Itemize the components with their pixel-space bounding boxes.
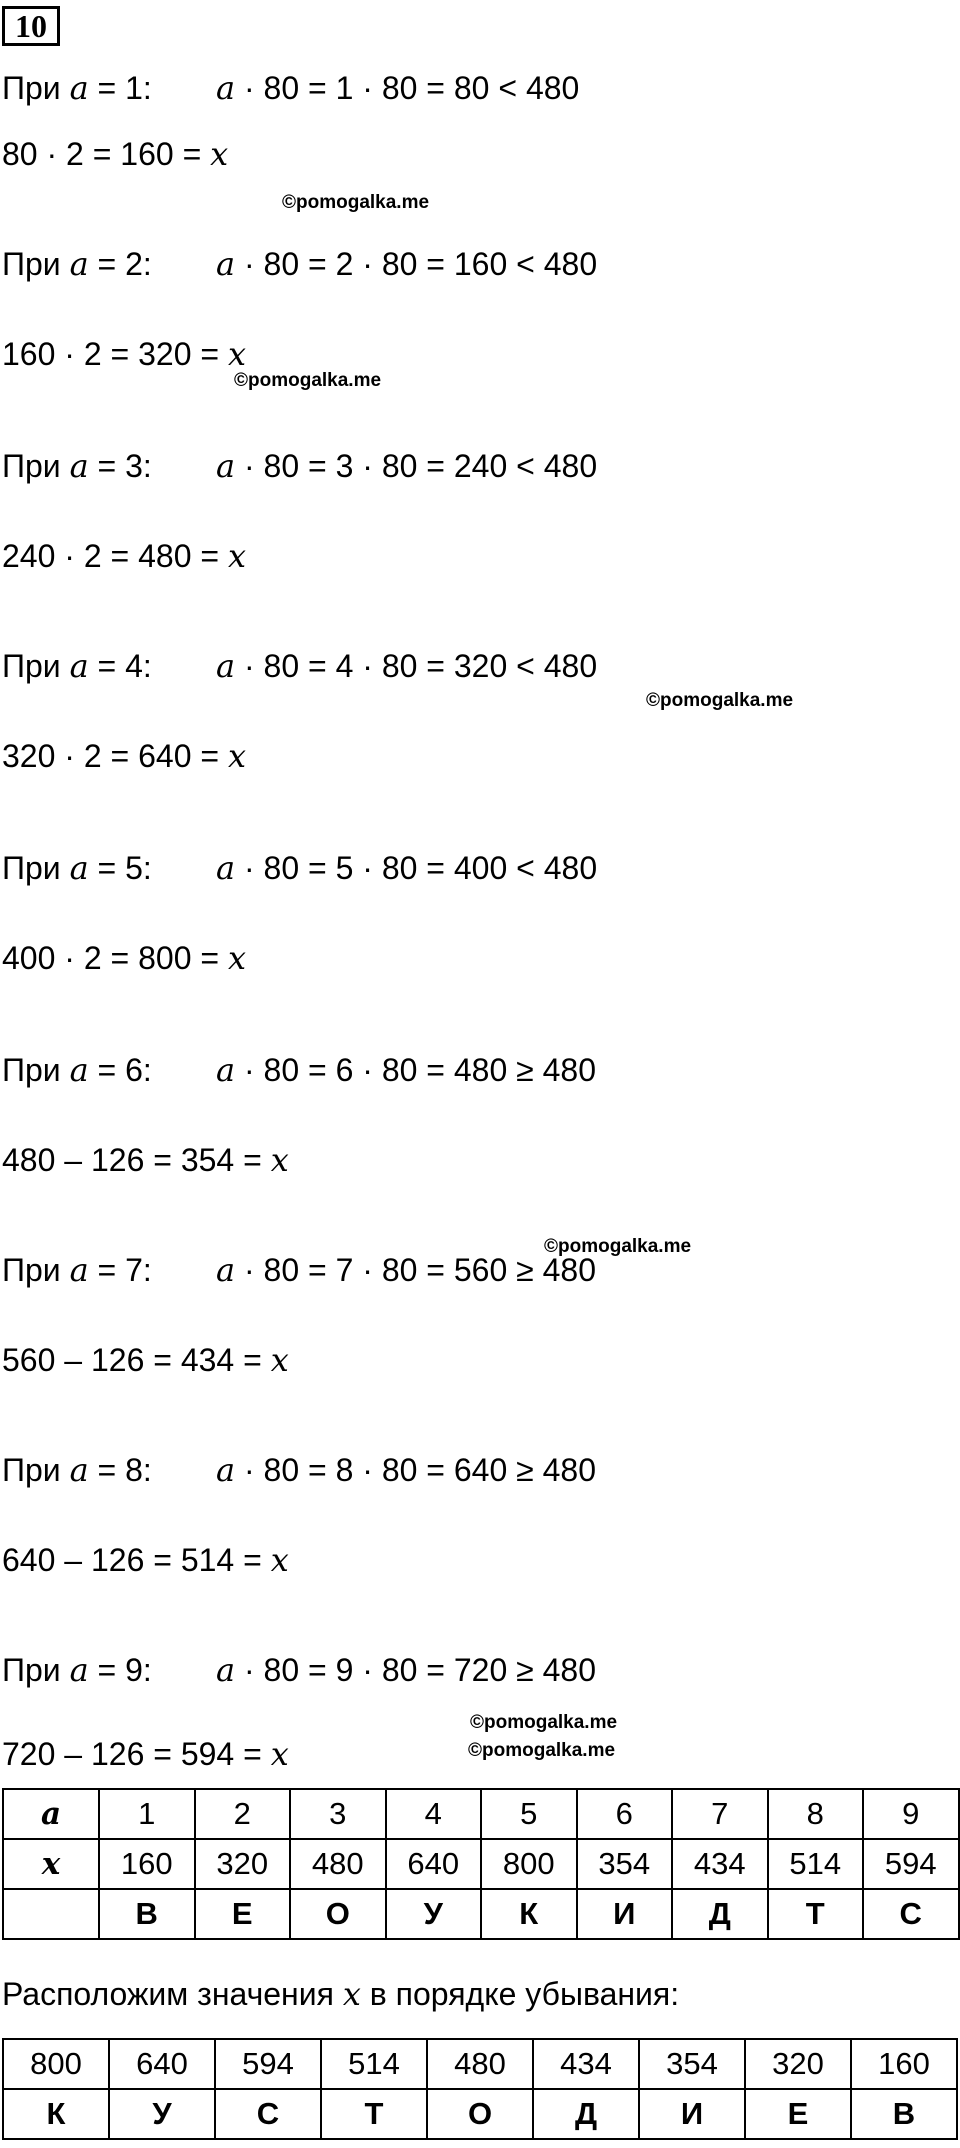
sentence-text-before: Расположим значения [2,1976,343,2012]
calculation-text: 160 · 2 = 320 = [2,336,228,372]
case-label: При [2,448,70,484]
table-row-values [3,2039,957,2089]
table-cell-letter: И [639,2089,745,2139]
calculation-text: 320 · 2 = 640 = [2,738,228,774]
table-cell-letter: В [851,2089,957,2139]
table-row-letters [3,2089,957,2139]
table-cell-letter: К [3,2089,109,2139]
table-cell-letter: К [481,1889,577,1939]
table-cell-x: 514 [768,1839,864,1889]
table-cell-value: 514 [321,2039,427,2089]
table-header-x: 𝒙 [3,1839,99,1889]
table-cell-letter: Е [745,2089,851,2139]
expression-text: · 80 = 3 · 80 = 240 < 480 [235,448,598,484]
calculation-variable: 𝑥 [270,1341,289,1379]
watermark: ©pomogalka.me [470,1712,618,1733]
watermark: ©pomogalka.me [468,1740,616,1761]
table-cell-value: 160 [851,2039,957,2089]
case-variable: 𝑎 [69,647,89,685]
expression-text: · 80 = 7 · 80 = 560 ≥ 480 [235,1252,596,1288]
calculation-variable: 𝑥 [227,737,246,775]
table-cell-a: 7 [672,1789,768,1839]
table-cell-letter: Д [533,2089,639,2139]
table-empty-cell [3,1889,99,1939]
case-expression [216,244,597,284]
case-variable: 𝑎 [69,447,89,485]
case-condition-line [2,1650,152,1690]
case-value: = 5: [88,850,152,886]
table-cell-value: 640 [109,2039,215,2089]
sentence-variable: 𝑥 [342,1975,361,2013]
calculation-text: 560 – 126 = 434 = [2,1342,271,1378]
case-condition-line [2,646,152,686]
watermark: ©pomogalka.me [282,192,430,213]
table-cell-letter: С [863,1889,959,1939]
case-calculation [2,334,246,374]
case-expression [216,1250,596,1290]
table-row-letters [3,1889,959,1939]
table-cell-x: 320 [195,1839,291,1889]
case-variable: 𝑎 [69,1651,89,1689]
calculation-text: 80 · 2 = 160 = [2,136,211,172]
case-value: = 2: [88,246,152,282]
table-cell-x: 480 [290,1839,386,1889]
table-cell-letter: Т [321,2089,427,2139]
watermark: ©pomogalka.me [544,1236,692,1257]
sentence-text-after: в порядке убывания: [360,1976,680,2012]
table-cell-letter: У [109,2089,215,2139]
calculation-variable: 𝑥 [270,1735,289,1773]
table-cell-value: 354 [639,2039,745,2089]
watermark: ©pomogalka.me [646,690,794,711]
table-cell-a: 6 [577,1789,673,1839]
case-value: = 4: [88,648,152,684]
case-expression [216,646,597,686]
table-cell-x: 640 [386,1839,482,1889]
case-condition-line [2,1450,152,1490]
case-calculation [2,1734,289,1774]
table-cell-a: 1 [99,1789,195,1839]
expression-text: · 80 = 2 · 80 = 160 < 480 [235,246,598,282]
table-cell-letter: О [427,2089,533,2139]
expression-variable: 𝑎 [216,447,236,485]
expression-text: · 80 = 1 · 80 = 80 < 480 [235,70,580,106]
case-variable: 𝑎 [69,1051,89,1089]
table-row-x [3,1839,959,1889]
table-cell-value: 800 [3,2039,109,2089]
table-cell-value: 594 [215,2039,321,2089]
case-condition-line [2,1250,152,1290]
case-label: При [2,1452,70,1488]
case-calculation [2,1140,289,1180]
case-label: При [2,1652,70,1688]
table-cell-a: 3 [290,1789,386,1839]
table-cell-letter: Е [195,1889,291,1939]
table-cell-letter: Д [672,1889,768,1939]
ordering-sentence [2,1974,679,2014]
case-condition-line [2,446,152,486]
case-calculation [2,736,246,776]
table-cell-a: 9 [863,1789,959,1839]
case-calculation [2,1540,289,1580]
expression-text: · 80 = 4 · 80 = 320 < 480 [235,648,598,684]
calculation-variable: 𝑥 [210,135,229,173]
case-label: При [2,70,70,106]
table-cell-letter: С [215,2089,321,2139]
calculation-variable: 𝑥 [270,1141,289,1179]
table-cell-value: 480 [427,2039,533,2089]
table-row-a [3,1789,959,1839]
case-variable: 𝑎 [69,245,89,283]
case-value: = 3: [88,448,152,484]
table-cell-a: 8 [768,1789,864,1839]
table-cell-letter: И [577,1889,673,1939]
case-expression [216,848,597,888]
table-cell-x: 434 [672,1839,768,1889]
expression-text: · 80 = 8 · 80 = 640 ≥ 480 [235,1452,596,1488]
watermark: ©pomogalka.me [234,370,382,391]
case-label: При [2,648,70,684]
sorted-table [2,2038,958,2140]
case-expression [216,1450,596,1490]
expression-variable: 𝑎 [216,647,236,685]
table-cell-x: 354 [577,1839,673,1889]
case-label: При [2,850,70,886]
expression-text: · 80 = 9 · 80 = 720 ≥ 480 [235,1652,596,1688]
expression-variable: 𝑎 [216,849,236,887]
calculation-variable: 𝑥 [270,1541,289,1579]
table-cell-letter: Т [768,1889,864,1939]
table-cell-x: 800 [481,1839,577,1889]
case-calculation [2,1340,289,1380]
table-cell-letter: В [99,1889,195,1939]
calculation-text: 720 – 126 = 594 = [2,1736,271,1772]
calculation-text: 400 · 2 = 800 = [2,940,228,976]
case-expression [216,446,597,486]
case-label: При [2,1052,70,1088]
case-value: = 9: [88,1652,152,1688]
calculation-text: 480 – 126 = 354 = [2,1142,271,1178]
expression-text: · 80 = 5 · 80 = 400 < 480 [235,850,598,886]
case-label: При [2,1252,70,1288]
expression-text: · 80 = 6 · 80 = 480 ≥ 480 [235,1052,596,1088]
expression-variable: 𝑎 [216,245,236,283]
case-value: = 7: [88,1252,152,1288]
expression-variable: 𝑎 [216,1251,236,1289]
task-number: 10 [2,6,60,46]
calculation-text: 640 – 126 = 514 = [2,1542,271,1578]
table-cell-x: 594 [863,1839,959,1889]
calculation-variable: 𝑥 [227,537,246,575]
case-condition-line [2,1050,152,1090]
table-cell-value: 320 [745,2039,851,2089]
expression-variable: 𝑎 [216,1451,236,1489]
case-variable: 𝑎 [69,849,89,887]
case-variable: 𝑎 [69,69,89,107]
expression-variable: 𝑎 [216,1051,236,1089]
expression-variable: 𝑎 [216,69,236,107]
case-variable: 𝑎 [69,1251,89,1289]
table-cell-x: 160 [99,1839,195,1889]
table-header-a: 𝒂 [3,1789,99,1839]
case-condition-line [2,68,152,108]
expression-variable: 𝑎 [216,1651,236,1689]
table-cell-letter: У [386,1889,482,1939]
case-condition-line [2,848,152,888]
calculation-variable: 𝑥 [227,335,246,373]
case-variable: 𝑎 [69,1451,89,1489]
calculation-variable: 𝑥 [227,939,246,977]
case-expression [216,1050,596,1090]
table-cell-letter: О [290,1889,386,1939]
calculation-text: 240 · 2 = 480 = [2,538,228,574]
table-cell-a: 2 [195,1789,291,1839]
case-label: При [2,246,70,282]
table-cell-a: 4 [386,1789,482,1839]
table-cell-a: 5 [481,1789,577,1839]
case-calculation [2,134,228,174]
case-calculation [2,938,246,978]
table-cell-value: 434 [533,2039,639,2089]
case-value: = 8: [88,1452,152,1488]
values-table [2,1788,960,1940]
case-value: = 1: [88,70,152,106]
case-calculation [2,536,246,576]
case-expression [216,68,579,108]
case-value: = 6: [88,1052,152,1088]
case-expression [216,1650,596,1690]
case-condition-line [2,244,152,284]
